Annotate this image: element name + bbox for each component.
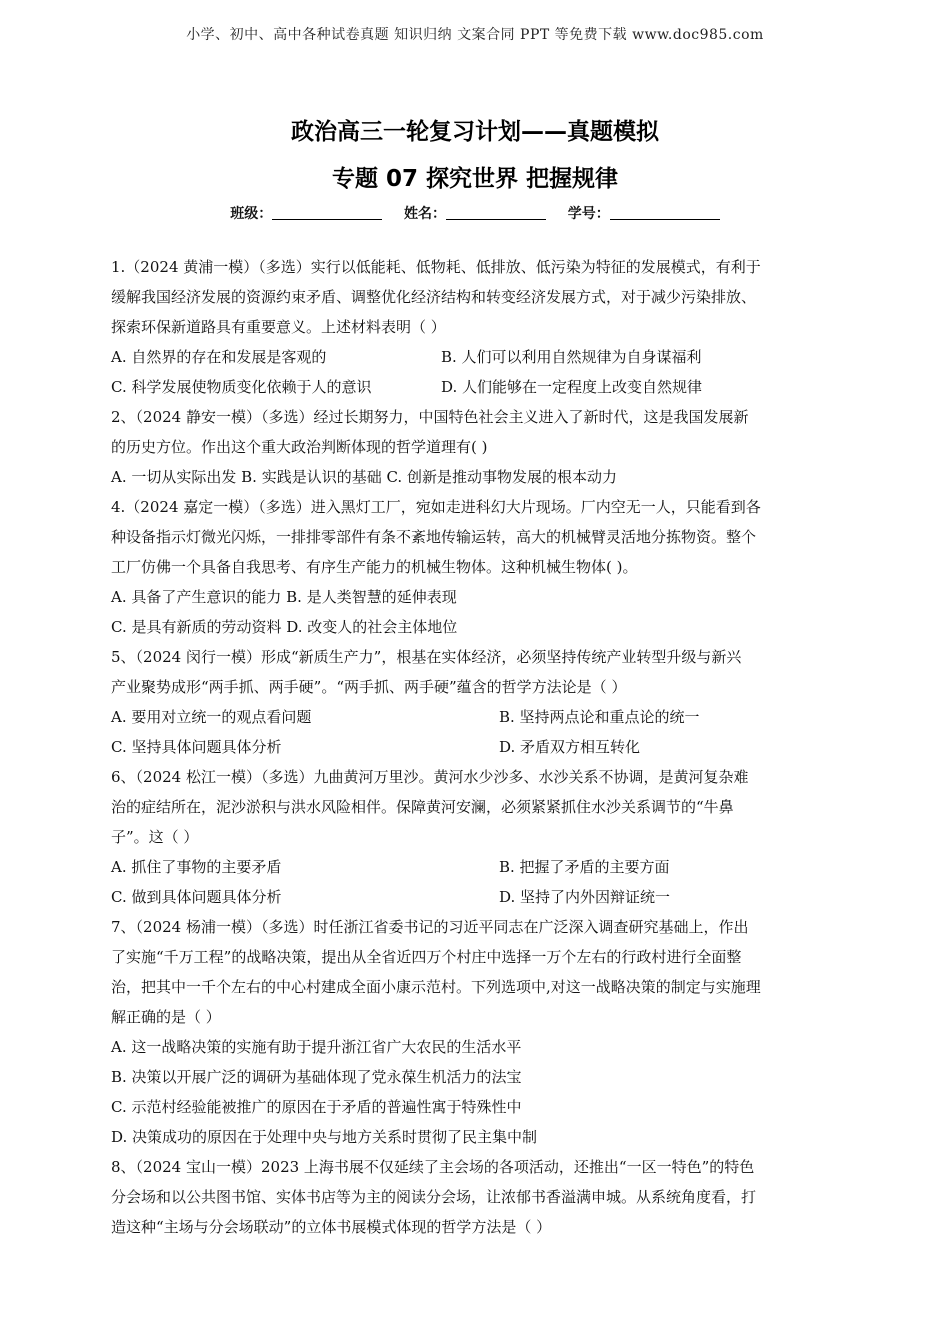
option-c: C. 示范村经验能被推广的原因在于矛盾的普遍性寓于特殊性中 [111, 1098, 522, 1116]
option-row [111, 372, 846, 402]
question-text-line: 1.（2024 黄浦一模）（多选）实行以低能耗、低物耗、低排放、低污染为特征的发展模式，有利于 [111, 258, 761, 276]
option-b: B. 坚持两点论和重点论的统一 [499, 708, 700, 726]
option-a: A. 这一战略决策的实施有助于提升浙江省广大农民的生活水平 [111, 1038, 522, 1056]
option-row [111, 882, 846, 912]
question-text-line: 4.（2024 嘉定一模）（多选）进入黑灯工厂，宛如走进科幻大片现场。厂内空无一人，只能看到各 [111, 498, 761, 516]
question-4 [111, 492, 846, 642]
student-info-line [0, 203, 950, 223]
option-row [111, 852, 846, 882]
id-label: 学号： [567, 206, 610, 222]
question-text-line: 5、（2024 闵行一模）形成“新质生产力”，根基在实体经济，必须坚持传统产业转型升级与新兴 [111, 648, 742, 666]
name-label: 姓名： [404, 206, 446, 222]
option-row: A. 一切从实际出发 B. 实践是认识的基础 C. 创新是推动事物发展的根本动力 [111, 468, 617, 486]
question-text-line: 分会场和以公共图书馆、实体书店等为主的阅读分会场，让浓郁书香溢满申城。从系统角度看，打 [111, 1188, 757, 1206]
question-text-line: 产业聚势成形“两手抓、两手硬”。“两手抓、两手硬”蕴含的哲学方法论是（ ） [111, 678, 627, 696]
question-text-line: 治，把其中一千个左右的中心村建成全面小康示范村。下列选项中,对这一战略决策的制定与实施理 [111, 978, 761, 996]
id-blank [610, 219, 720, 220]
option-b: B. 把握了矛盾的主要方面 [499, 858, 670, 876]
option-c: C. 做到具体问题具体分析 [111, 888, 282, 906]
option-d: D. 决策成功的原因在于处理中央与地方关系时贯彻了民主集中制 [111, 1128, 538, 1146]
option-row: A. 具备了产生意识的能力 B. 是人类智慧的延伸表现 [111, 588, 457, 606]
question-text-line: 7、（2024 杨浦一模）（多选）时任浙江省委书记的习近平同志在广泛深入调查研究基础上，作出 [111, 918, 749, 936]
question-text-line: 了实施“千万工程”的战略决策，提出从全省近四万个村庄中选择一万个左右的行政村进行全面整 [111, 948, 742, 966]
question-text-line: 8、（2024 宝山一模）2023 上海书展不仅延续了主会场的各项活动，还推出“一区一特色”的特色 [111, 1158, 755, 1176]
name-blank [446, 219, 546, 220]
option-row [111, 342, 846, 372]
page-title: 政治高三一轮复习计划——真题模拟 [291, 119, 659, 145]
question-list [111, 252, 846, 1242]
option-c: C. 科学发展使物质变化依赖于人的意识 [111, 378, 372, 396]
question-text-line: 子”。这（ ） [111, 828, 199, 846]
question-6 [111, 762, 846, 912]
option-d: D. 人们能够在一定程度上改变自然规律 [441, 378, 703, 396]
page-subtitle: 专题 07 探究世界 把握规律 [331, 166, 619, 192]
question-text-line: 治的症结所在，泥沙淤积与洪水风险相伴。保障黄河安澜，必须紧紧抓住水沙关系调节的“牛鼻 [111, 798, 734, 816]
question-text-line: 种设备指示灯微光闪烁，一排排零部件有条不紊地传输运转，高大的机械臂灵活地分拣物资。整个 [111, 528, 757, 546]
question-text-line: 缓解我国经济发展的资源约束矛盾、调整优化经济结构和转变经济发展方式，对于减少污染排放、 [111, 288, 757, 306]
option-c: C. 坚持具体问题具体分析 [111, 738, 282, 756]
question-5 [111, 642, 846, 762]
question-1 [111, 252, 846, 402]
question-8 [111, 1152, 846, 1242]
option-d: D. 坚持了内外因辩证统一 [499, 888, 671, 906]
option-d: D. 矛盾双方相互转化 [499, 738, 641, 756]
question-text-line: 探索环保新道路具有重要意义。上述材料表明（ ） [111, 318, 446, 336]
option-row [111, 702, 846, 732]
option-a: A. 自然界的存在和发展是客观的 [111, 348, 327, 366]
question-2 [111, 402, 846, 492]
question-text-line: 解正确的是（ ） [111, 1008, 221, 1026]
question-text-line: 的历史方位。作出这个重大政治判断体现的哲学道理有( ) [111, 438, 488, 456]
option-a: A. 抓住了事物的主要矛盾 [111, 858, 282, 876]
question-text-line: 6、（2024 松江一模）（多选）九曲黄河万里沙。黄河水少沙多、水沙关系不协调，是黄河复杂难 [111, 768, 749, 786]
question-text-line: 造这种“主场与分会场联动”的立体书展模式体现的哲学方法是（ ） [111, 1218, 552, 1236]
option-row: C. 是具有新质的劳动资料 D. 改变人的社会主体地位 [111, 618, 458, 636]
option-b: B. 人们可以利用自然规律为自身谋福利 [441, 348, 702, 366]
class-label: 班级： [230, 206, 273, 222]
option-b: B. 决策以开展广泛的调研为基础体现了党永葆生机活力的法宝 [111, 1068, 522, 1086]
question-text-line: 工厂仿佛一个具备自我思考、有序生产能力的机械生物体。这种机械生物体( )。 [111, 558, 638, 576]
class-blank [272, 219, 382, 220]
question-text-line: 2、（2024 静安一模）（多选）经过长期努力，中国特色社会主义进入了新时代，这是我国发展新 [111, 408, 749, 426]
option-row [111, 732, 846, 762]
option-a: A. 要用对立统一的观点看问题 [111, 708, 312, 726]
header-note: 小学、初中、高中各种试卷真题 知识归纳 文案合同 PPT 等免费下载 www.doc985.com [186, 27, 764, 43]
question-7 [111, 912, 846, 1152]
